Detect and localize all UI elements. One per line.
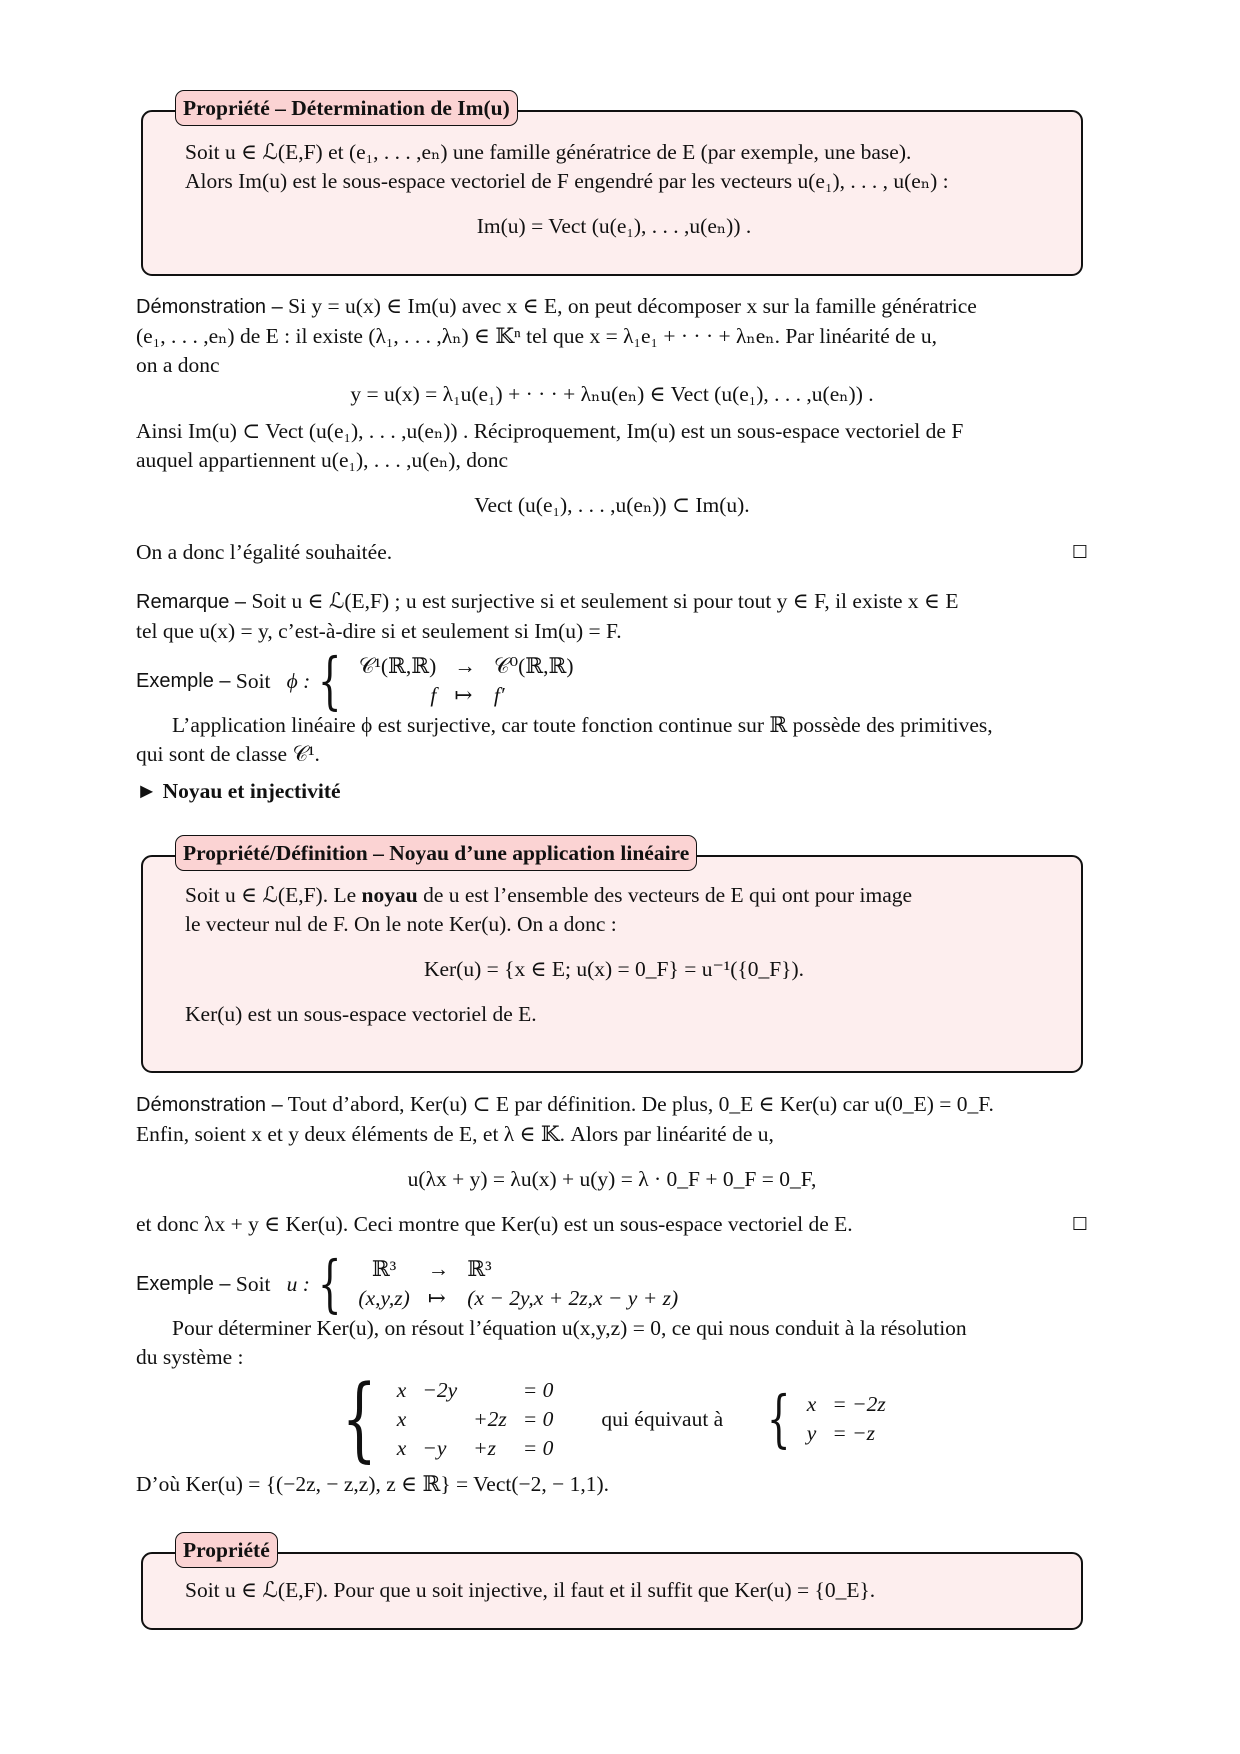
example-label: Exemple – bbox=[136, 1272, 231, 1295]
paragraph-text: On a donc l’égalité souhaitée. bbox=[136, 540, 393, 564]
system-cell bbox=[414, 1405, 465, 1434]
left-brace: { bbox=[317, 1247, 342, 1320]
demonstration-label: Démonstration – bbox=[136, 296, 283, 318]
paragraph-text: Enfin, soient x et y deux éléments de E, et λ ∈ 𝕂. Alors par linéarité de u, bbox=[136, 1122, 774, 1146]
system-cell: x bbox=[396, 1406, 407, 1431]
map-cell: (x,y,z) bbox=[358, 1286, 410, 1310]
property-text: le vecteur nul de F. On le note Ker(u). On a donc : bbox=[185, 912, 617, 936]
solution-system bbox=[799, 1390, 894, 1448]
paragraph-text: et donc λx + y ∈ Ker(u). Ceci montre que Ker(u) est un sous-espace vectoriel de E. bbox=[136, 1212, 853, 1236]
left-brace: { bbox=[318, 644, 342, 717]
system-cell: = 0 bbox=[522, 1435, 554, 1460]
qed-symbol: ☐ bbox=[1071, 542, 1088, 563]
map-cell: 𝒞¹(ℝ,ℝ) bbox=[358, 654, 437, 678]
paragraph-text: Si y = u(x) ∈ Im(u) avec x ∈ E, on peut décomposer x sur la famille génératrice bbox=[288, 294, 977, 318]
keyword-noyau: noyau bbox=[361, 883, 418, 907]
property-title: Propriété bbox=[175, 1532, 278, 1568]
map-cell: f bbox=[430, 683, 437, 707]
left-brace: { bbox=[341, 1365, 378, 1472]
property-box-image bbox=[141, 96, 1083, 276]
property-text: Alors Im(u) est le sous-espace vectoriel de F engendré par les vecteurs u(e₁), . . . , u(eₙ) : bbox=[185, 169, 949, 193]
paragraph-text: tel que u(x) = y, c’est-à-dire si et seulement si Im(u) = F. bbox=[136, 619, 622, 643]
system-cell bbox=[465, 1376, 515, 1405]
formula: Vect (u(e₁), . . . ,u(eₙ)) ⊂ Im(u). bbox=[474, 493, 750, 517]
map-definition bbox=[349, 1255, 687, 1313]
system-cell: −2y bbox=[422, 1377, 458, 1402]
remark bbox=[136, 587, 1088, 646]
map-definition bbox=[350, 652, 583, 710]
property-body bbox=[185, 138, 1043, 241]
system-cell: x bbox=[396, 1377, 407, 1402]
qed-symbol: ☐ bbox=[1071, 1214, 1088, 1235]
map-cell: (x − 2y,x + 2z,x − y + z) bbox=[467, 1286, 679, 1310]
property-text: Soit u ∈ ℒ(E,F). Pour que u soit injective, il faut et il suffit que Ker(u) = {0_E}. bbox=[185, 1578, 876, 1602]
example-label: Exemple – bbox=[136, 669, 231, 692]
property-title: Propriété/Définition – Noyau d’une application linéaire bbox=[175, 835, 697, 871]
map-cell: f′ bbox=[493, 683, 505, 707]
example-kernel bbox=[136, 1247, 1088, 1499]
system-cell: = 0 bbox=[522, 1406, 554, 1431]
demonstration-label: Démonstration – bbox=[136, 1094, 283, 1116]
linear-system bbox=[389, 1376, 562, 1463]
section-title: Noyau et injectivité bbox=[162, 779, 341, 803]
section-heading bbox=[136, 777, 341, 806]
paragraph-text: auquel appartiennent u(e₁), . . . ,u(eₙ), donc bbox=[136, 448, 508, 472]
system-cell: +z bbox=[473, 1435, 497, 1460]
system-cell: = −z bbox=[832, 1421, 875, 1445]
example-intro: Soit bbox=[235, 668, 271, 693]
left-brace: { bbox=[767, 1382, 791, 1455]
paragraph-text: on a donc bbox=[136, 353, 220, 377]
paragraph-text: D’où Ker(u) = {(−2z, − z,z), z ∈ ℝ} = Vect(−2, − 1,1). bbox=[136, 1472, 610, 1496]
paragraph-text: Ainsi Im(u) ⊂ Vect (u(e₁), . . . ,u(eₙ)) . Réciproquement, Im(u) est un sous-espace vectoriel de F bbox=[136, 419, 964, 443]
map-cell: 𝒞⁰(ℝ,ℝ) bbox=[493, 654, 574, 678]
triangle-bullet-icon: ► bbox=[136, 779, 158, 803]
system-cell: = 0 bbox=[522, 1377, 554, 1402]
property-text: Ker(u) est un sous-espace vectoriel de E. bbox=[185, 1002, 537, 1026]
map-arrow: ↦ bbox=[454, 683, 473, 707]
property-body bbox=[185, 881, 1043, 1029]
map-cell: ℝ³ bbox=[467, 1257, 492, 1281]
map-arrow: → bbox=[454, 654, 476, 678]
system-cell: = −2z bbox=[832, 1392, 886, 1416]
system-cell: y bbox=[806, 1421, 817, 1445]
paragraph-text: du système : bbox=[136, 1345, 244, 1369]
paragraph-text: (e₁, . . . ,eₙ) de E : il existe (λ₁, . . . ,λₙ) ∈ 𝕂ⁿ tel que x = λ₁e₁ + · · · + λₙeₙ. Par linéarité de u, bbox=[136, 324, 937, 348]
map-cell: ℝ³ bbox=[371, 1257, 397, 1281]
property-title: Propriété – Détermination de Im(u) bbox=[175, 90, 518, 126]
paragraph-text: Soit u ∈ ℒ(E,F) ; u est surjective si et seulement si pour tout y ∈ F, il existe x ∈ E bbox=[251, 589, 959, 613]
system-cell: x bbox=[806, 1392, 817, 1416]
demonstration-image bbox=[136, 292, 1088, 567]
formula: y = u(x) = λ₁u(e₁) + · · · + λₙu(eₙ) ∈ Vect (u(e₁), . . . ,u(eₙ)) . bbox=[350, 382, 874, 406]
property-text: Soit u ∈ ℒ(E,F) et (e₁, . . . ,eₙ) une famille génératrice de E (par exemple, une base). bbox=[185, 140, 912, 164]
formula: u(λx + y) = λu(x) + u(y) = λ · 0_F + 0_F = 0_F, bbox=[407, 1167, 817, 1191]
paragraph-text: qui sont de classe 𝒞¹. bbox=[136, 742, 320, 766]
system-cell: −y bbox=[422, 1435, 447, 1460]
example-intro: Soit bbox=[235, 1271, 271, 1296]
property-box-kernel bbox=[141, 841, 1083, 1073]
paragraph-text: Tout d’abord, Ker(u) ⊂ E par définition. De plus, 0_E ∈ Ker(u) car u(0_E) = 0_F. bbox=[287, 1092, 994, 1116]
map-name: ϕ : bbox=[286, 668, 311, 693]
property-text: de u est l’ensemble des vecteurs de E qui ont pour image bbox=[423, 883, 913, 907]
equivalence-text: qui équivaut à bbox=[601, 1406, 724, 1431]
paragraph-text: L’application linéaire ϕ est surjective, car toute fonction continue sur ℝ possède des primitives, bbox=[172, 713, 993, 737]
property-box-injective bbox=[141, 1538, 1083, 1630]
demonstration-kernel bbox=[136, 1090, 1088, 1239]
example-derivative bbox=[136, 644, 1088, 769]
paragraph-text: Pour déterminer Ker(u), on résout l’équation u(x,y,z) = 0, ce qui nous conduit à la résolution bbox=[172, 1316, 967, 1340]
map-arrow: → bbox=[427, 1257, 450, 1281]
formula: Im(u) = Vect (u(e₁), . . . ,u(eₙ)) . bbox=[476, 214, 752, 238]
property-text: Soit u ∈ ℒ(E,F). Le bbox=[185, 883, 357, 907]
map-name: u : bbox=[286, 1271, 310, 1296]
system-cell: x bbox=[396, 1435, 407, 1460]
formula: Ker(u) = {x ∈ E; u(x) = 0_F} = u⁻¹({0_F}). bbox=[423, 957, 805, 981]
system-cell: +2z bbox=[473, 1406, 507, 1431]
remark-label: Remarque – bbox=[136, 591, 247, 613]
map-arrow: ↦ bbox=[427, 1286, 446, 1310]
